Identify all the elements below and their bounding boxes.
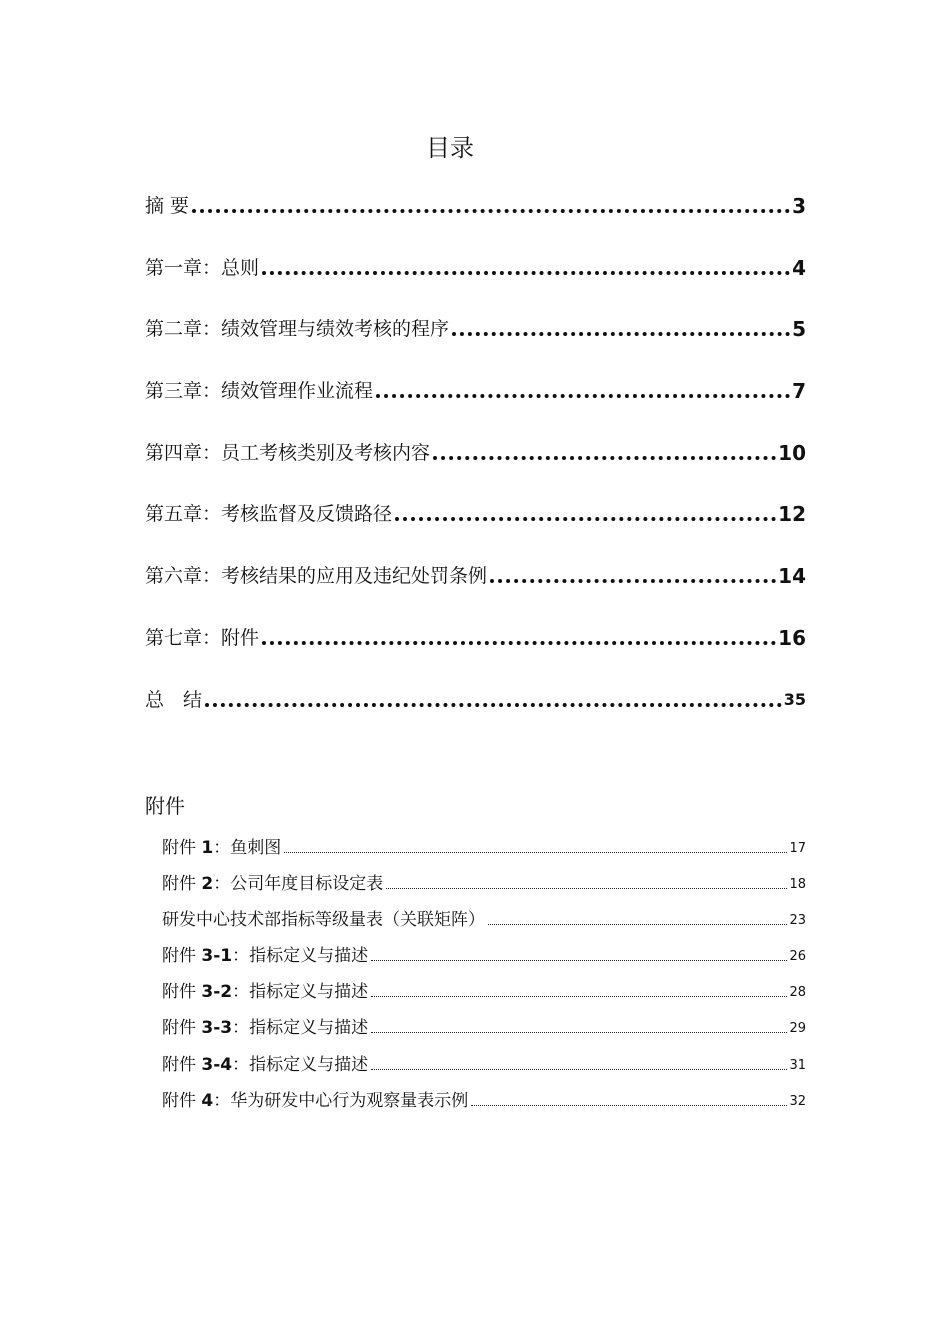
appendix-entry-3-3[interactable] <box>162 1010 806 1042</box>
toc-entry-label: 第七章：附件 <box>145 626 260 649</box>
toc-entry-page: 14 <box>778 564 806 589</box>
appendix-entry-matrix[interactable] <box>162 902 806 934</box>
appendix-entry-page: 23 <box>789 913 806 929</box>
toc-entry-label: 总 结 <box>145 688 203 711</box>
appendix-entry-label: 附件 3-2：指标定义与描述 <box>162 982 369 1003</box>
toc-entry-page: 12 <box>778 502 806 527</box>
toc-entry-chapter-2[interactable] <box>145 311 806 343</box>
toc-entry-page: 16 <box>778 625 806 650</box>
toc-entry-chapter-3[interactable] <box>145 373 806 405</box>
page-title: 目录 <box>426 134 474 162</box>
dot-leader <box>284 852 787 853</box>
dot-leader <box>262 641 776 645</box>
appendix-entry-label: 附件 1：鱼刺图 <box>162 838 282 858</box>
appendix-entry-page: 29 <box>789 1021 806 1037</box>
appendix-entry-3-2[interactable] <box>162 974 806 1006</box>
appendix-entry-page: 26 <box>789 949 806 965</box>
toc-entry-chapter-5[interactable] <box>145 496 806 528</box>
dot-leader <box>376 394 790 398</box>
dot-leader <box>395 517 776 521</box>
toc-entry-chapter-1[interactable] <box>145 250 806 282</box>
toc-entry-conclusion[interactable] <box>145 682 806 714</box>
dot-leader <box>471 1105 787 1106</box>
appendix-entry-2[interactable] <box>162 866 806 898</box>
appendix-entry-page: 17 <box>789 841 806 856</box>
toc-entry-chapter-4[interactable] <box>145 435 806 467</box>
toc-entry-label: 摘 要 <box>145 195 190 217</box>
dot-leader <box>452 332 790 336</box>
dot-leader <box>192 209 790 213</box>
dot-leader <box>205 703 782 707</box>
toc-entry-label: 第三章：绩效管理作业流程 <box>145 380 374 403</box>
table-of-contents <box>145 188 806 743</box>
toc-entry-page: 3 <box>792 194 806 218</box>
toc-entry-label: 第一章：总则 <box>145 256 260 279</box>
toc-entry-chapter-6[interactable] <box>145 558 806 590</box>
appendix-entry-label: 研发中心技术部指标等级量表（关联矩阵） <box>162 910 485 931</box>
toc-entry-summary[interactable] <box>145 188 806 220</box>
dot-leader <box>386 888 787 889</box>
dot-leader <box>371 996 787 997</box>
appendix-entry-1[interactable] <box>162 830 806 862</box>
toc-entry-page: 7 <box>792 379 806 404</box>
dot-leader <box>371 960 787 961</box>
appendix-entry-page: 31 <box>789 1057 806 1073</box>
appendix-entry-3-4[interactable] <box>162 1047 806 1079</box>
appendix-entry-4[interactable] <box>162 1083 806 1115</box>
appendix-list <box>162 830 806 1119</box>
appendix-entry-page: 32 <box>789 1093 806 1109</box>
toc-entry-label: 第五章：考核监督及反馈路径 <box>145 503 393 526</box>
appendix-entry-page: 28 <box>789 985 806 1001</box>
toc-entry-page: 4 <box>792 255 806 280</box>
dot-leader <box>490 579 776 583</box>
appendix-entry-label: 附件 4：华为研发中心行为观察量表示例 <box>162 1090 469 1111</box>
appendix-entry-label: 附件 2：公司年度目标设定表 <box>162 874 384 895</box>
appendix-heading: 附件 <box>145 794 185 818</box>
appendix-entry-page: 18 <box>789 877 806 893</box>
dot-leader <box>433 456 776 460</box>
toc-entry-label: 第六章：考核结果的应用及违纪处罚条例 <box>145 565 488 588</box>
dot-leader <box>262 271 790 275</box>
toc-entry-page: 35 <box>783 689 806 709</box>
toc-entry-page: 5 <box>792 317 806 342</box>
appendix-entry-3-1[interactable] <box>162 938 806 970</box>
appendix-entry-label: 附件 3-4：指标定义与描述 <box>162 1054 369 1075</box>
toc-entry-label: 第二章：绩效管理与绩效考核的程序 <box>145 318 450 341</box>
appendix-entry-label: 附件 3-3：指标定义与描述 <box>162 1018 369 1039</box>
dot-leader <box>371 1069 787 1070</box>
toc-entry-chapter-7[interactable] <box>145 620 806 652</box>
toc-entry-page: 10 <box>778 440 806 465</box>
dot-leader <box>488 924 787 925</box>
dot-leader <box>371 1032 787 1033</box>
appendix-entry-label: 附件 3-1：指标定义与描述 <box>162 946 369 967</box>
toc-entry-label: 第四章：员工考核类别及考核内容 <box>145 441 431 464</box>
